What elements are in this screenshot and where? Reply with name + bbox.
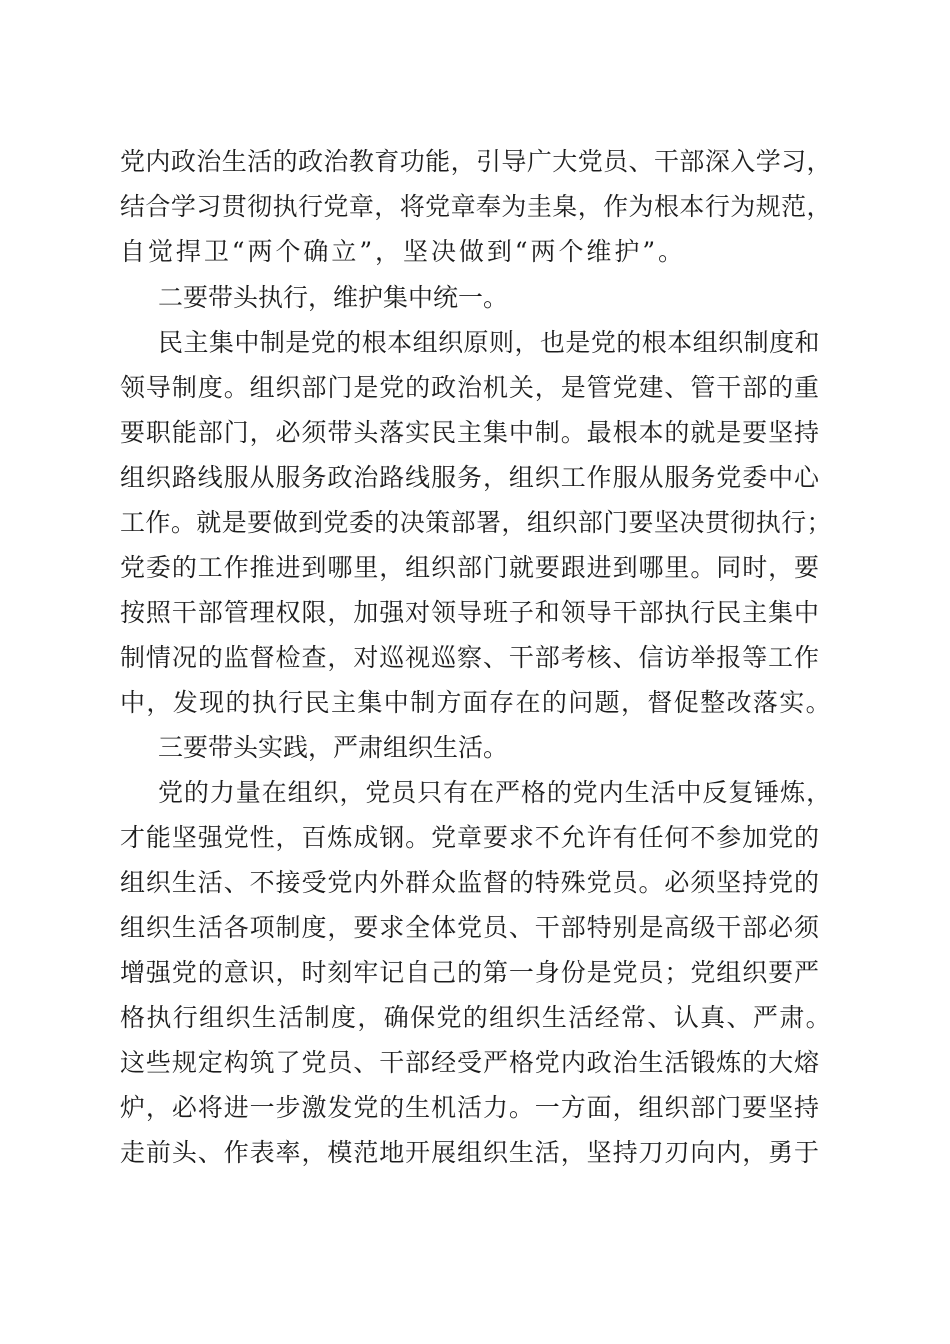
text-line xyxy=(0,773,950,813)
text-line xyxy=(0,818,950,858)
line-text: 工作。就是要做到党委的决策部署，组织部门要坚决贯彻执行； xyxy=(120,508,832,537)
text-line xyxy=(0,142,950,182)
line-text: 领导制度。组织部门是党的政治机关，是管党建、管干部的重 xyxy=(120,373,820,402)
line-text: 中，发现的执行民主集中制方面存在的问题，督促整改落实。 xyxy=(120,688,832,717)
text-line xyxy=(0,1088,950,1128)
line-text: 按照干部管理权限，加强对领导班子和领导干部执行民主集中 xyxy=(120,598,820,627)
section-heading xyxy=(0,728,950,768)
text-line xyxy=(0,683,950,723)
line-text: 组织生活各项制度，要求全体党员、干部特别是高级干部必须 xyxy=(120,913,820,942)
line-text: 格执行组织生活制度，确保党的组织生活经常、认真、严肃。 xyxy=(120,1003,832,1032)
line-text: 组织生活、不接受党内外群众监督的特殊党员。必须坚持党的 xyxy=(120,868,820,897)
line-text: 党内政治生活的政治教育功能，引导广大党员、干部深入学习， xyxy=(120,147,832,176)
text-line xyxy=(0,908,950,948)
line-text: 自觉捍卫“两个确立”，坚决做到“两个维护”。 xyxy=(120,237,686,266)
text-line xyxy=(0,1043,950,1083)
text-line xyxy=(0,953,950,993)
section-heading xyxy=(0,278,950,318)
text-line xyxy=(0,232,950,272)
line-text: 党委的工作推进到哪里，组织部门就要跟进到哪里。同时，要 xyxy=(120,553,820,582)
text-line xyxy=(0,863,950,903)
line-text: 民主集中制是党的根本组织原则，也是党的根本组织制度和 xyxy=(158,328,820,357)
text-line xyxy=(0,638,950,678)
line-text: 走前头、作表率，模范地开展组织生活，坚持刀刃向内，勇于 xyxy=(120,1138,820,1167)
line-text: 才能坚强党性，百炼成钢。党章要求不允许有任何不参加党的 xyxy=(120,823,820,852)
text-line xyxy=(0,593,950,633)
line-text: 结合学习贯彻执行党章，将党章奉为圭臬，作为根本行为规范， xyxy=(120,192,832,221)
text-line xyxy=(0,187,950,227)
text-line xyxy=(0,323,950,363)
text-line xyxy=(0,1133,950,1173)
line-text: 制情况的监督检查，对巡视巡察、干部考核、信访举报等工作 xyxy=(120,643,820,672)
line-text: 三要带头实践，严肃组织生活。 xyxy=(158,733,508,762)
text-line xyxy=(0,548,950,588)
text-line xyxy=(0,413,950,453)
line-text: 党的力量在组织，党员只有在严格的党内生活中反复锤炼， xyxy=(158,778,832,807)
line-text: 组织路线服从服务政治路线服务，组织工作服从服务党委中心 xyxy=(120,463,820,492)
line-text: 炉，必将进一步激发党的生机活力。一方面，组织部门要坚持 xyxy=(120,1093,820,1122)
text-line xyxy=(0,368,950,408)
text-line xyxy=(0,458,950,498)
text-line xyxy=(0,503,950,543)
text-line xyxy=(0,998,950,1038)
line-text: 二要带头执行，维护集中统一。 xyxy=(158,283,508,312)
line-text: 要职能部门，必须带头落实民主集中制。最根本的就是要坚持 xyxy=(120,418,820,447)
line-text: 增强党的意识，时刻牢记自己的第一身份是党员；党组织要严 xyxy=(120,958,820,987)
line-text: 这些规定构筑了党员、干部经受严格党内政治生活锻炼的大熔 xyxy=(120,1048,820,1077)
